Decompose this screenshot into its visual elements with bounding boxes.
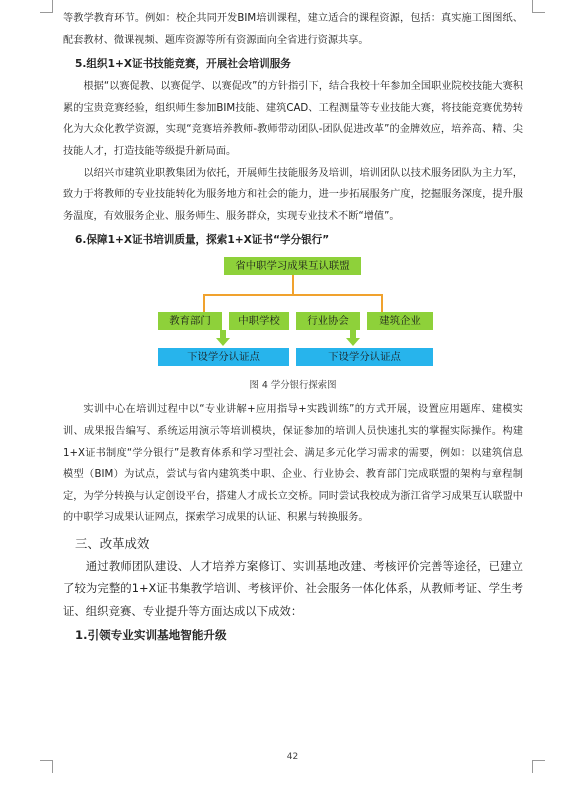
paragraph-training: 实训中心在培训过程中以“专业讲解+应用指导+实践训练”的方式开展，设置应用题库、建模实训、成果报告编写、系统运用演示等培训模块，保证参加的培训人员快速扎实的掌握实际操作。构建1+X证书制度“学分银行”是教育体系和学习型社会、满足多元化学习需求的需要，例如：以建筑信息模型（BIM）为试点，尝试与省内建筑类中职、企业、行业协会、教育部门完成联盟的架构与章程制定，为学分转换与认定创设平台，搭建人才成长立交桥。同时尝试我校成为浙江省学习成果互认联盟中的中职学习成果认证网点，探索学习成果的认证、积累与转换服务。 — [63, 404, 523, 524]
heading-section-5: 5.组织1+X证书技能竞赛，开展社会培训服务 — [75, 58, 291, 71]
heading-section-3: 三、改革成效 — [75, 535, 150, 551]
page-number: 42 — [286, 752, 299, 762]
diagram-node-industry-association: 行业协会 — [296, 312, 360, 330]
connector-vertical-main — [292, 275, 294, 295]
crop-mark-top-right — [532, 0, 545, 13]
diagram-node-construction-enterprise: 建筑企业 — [367, 312, 433, 330]
connector-horizontal — [203, 294, 382, 296]
diagram-node-alliance: 省中职学习成果互认联盟 — [224, 257, 361, 275]
arrow-stem-right — [350, 330, 356, 338]
diagram-node-credit-point-left: 下设学分认证点 — [158, 348, 289, 366]
paragraph-section5-1: 根据“以赛促教、以赛促学、以赛促改”的方针指引下，结合我校十年参加全国职业院校技能大赛积累的宝贵竞赛经验，组织师生参加BIM技能、建筑CAD、工程测量等专业技能大赛，将技能竞赛优势转化为大众化教学资源，实现“竞赛培养教师-教师带动团队-团队促进改革”的金牌效应，培养高、精、尖技能人才，打造技能等级提升新局面。 — [63, 81, 523, 157]
paragraph-top: 等教学教育环节。例如：校企共同开发BIM培训课程，建立适合的课程资源，包括：真实施工图图纸、配套教材、微课视频、题库资源等所有资源面向全省进行资源共享。 — [63, 13, 523, 46]
credit-bank-diagram — [63, 255, 523, 373]
paragraph-section5-2: 以绍兴市建筑业职教集团为依托，开展师生技能服务及培训，培训团队以技术服务团队为主力军，致力于将教师的专业技能转化为服务地方和社会的能力，进一步拓展服务广度，挖掘服务深度，提升服务温度，有效服务企业、服务师生、服务群众，实现专业技术不断“增值”。 — [63, 167, 523, 222]
diagram-node-credit-point-right: 下设学分认证点 — [296, 348, 433, 366]
arrow-down-right-icon — [346, 338, 360, 346]
diagram-node-education-dept: 教育部门 — [158, 312, 222, 330]
crop-mark-top-left — [40, 0, 53, 13]
page-content — [63, 8, 523, 647]
heading-section-3-1: 1.引领专业实训基地智能升级 — [75, 628, 227, 643]
connector-left — [203, 294, 205, 312]
diagram-node-vocational-school: 中职学校 — [229, 312, 289, 330]
arrow-stem-left — [220, 330, 226, 338]
figure-caption: 图 4 学分银行探索图 — [249, 380, 337, 392]
arrow-down-left-icon — [216, 338, 230, 346]
paragraph-reform-results: 通过教师团队建设、人才培养方案修订、实训基地改建、考核评价完善等途径，已建立了较为完整的1+X证书集教学培训、考核评价、社会服务一体化体系，从教师考证、学生考证、组织竞赛、专业提升等方面达成以下成效： — [63, 558, 523, 618]
connector-right — [381, 294, 383, 312]
heading-section-6: 6.保障1+X证书培训质量，探索1+X证书“学分银行” — [75, 234, 330, 247]
